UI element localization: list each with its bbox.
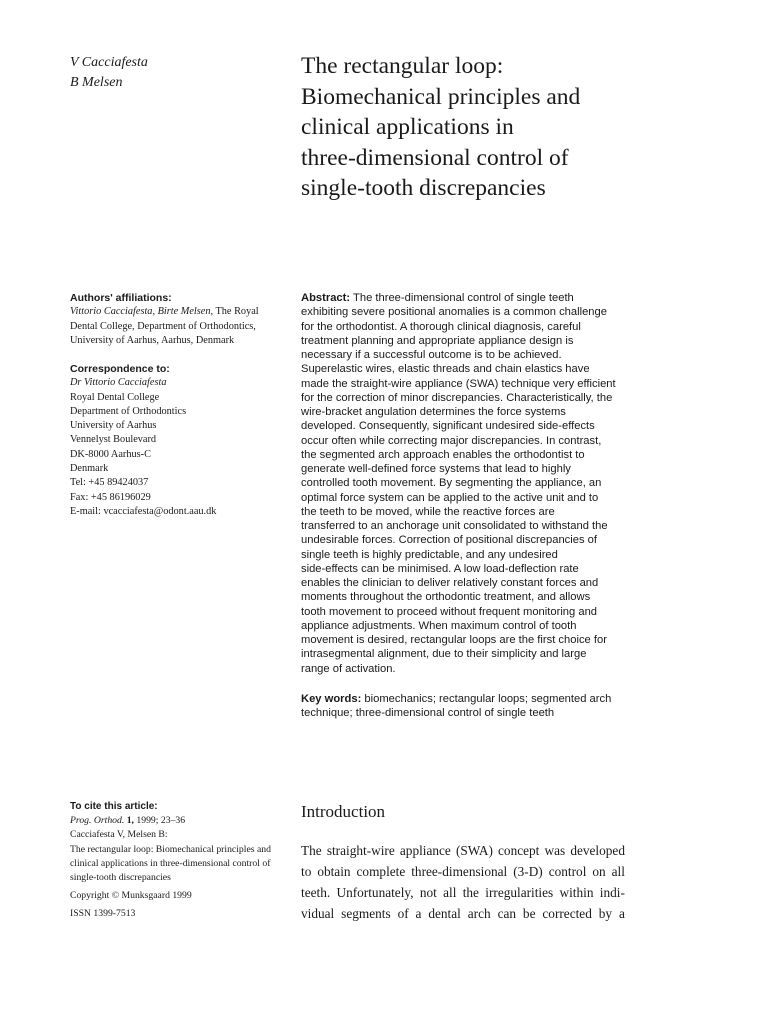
keywords-block xyxy=(301,692,631,721)
correspondence-phone: Tel: +45 89424037 xyxy=(70,477,149,489)
copyright-line: Copyright © Munksgaard 1999 xyxy=(70,890,192,902)
body-word: vidual xyxy=(301,906,335,921)
abstract-line: Superelastic wires, elastic threads and chain elastics have xyxy=(301,363,590,376)
abstract-line: developed. Consequently, significant undesired side-effects xyxy=(301,420,595,433)
correspondence-heading: Correspondence to: xyxy=(70,363,170,375)
abstract-line: made the straight-wire appliance (SWA) technique very efficient xyxy=(301,377,616,390)
body-word: a xyxy=(618,906,625,921)
body-word: not xyxy=(419,885,437,900)
citation-volume: 1, xyxy=(126,815,134,827)
body-word: a xyxy=(415,906,422,921)
citation-journal: Prog. Orthod. xyxy=(70,815,125,827)
body-word: all xyxy=(443,885,457,900)
abstract-line: appliance adjustments. When maximum control of tooth xyxy=(301,619,577,632)
abstract-line: range of activation. xyxy=(301,662,396,675)
body-word: all xyxy=(611,864,625,879)
abstract-line xyxy=(301,291,626,305)
body-word: irregularities xyxy=(485,885,554,900)
citation-pages: 1999; 23–36 xyxy=(136,815,186,827)
abstract-line: the teeth to be moved, while the reactive forces are xyxy=(301,505,555,518)
affiliations-block xyxy=(70,291,290,348)
citation-journal-line xyxy=(70,814,290,828)
body-word: concept xyxy=(498,843,540,858)
body-word: arch xyxy=(467,906,491,921)
abstract-line: movement is desired, rectangular loops are the first choice for xyxy=(301,634,607,646)
body-word: appliance xyxy=(399,843,451,858)
author-name: B Melsen xyxy=(70,75,123,90)
author-name: V Cacciafesta xyxy=(70,55,148,70)
abstract-line: the segmented arch approach enables the orthodontist to xyxy=(301,448,585,461)
affiliation-names: Vittorio Cacciafesta, Birte Melsen, xyxy=(70,306,214,318)
affiliation-text: The Royal xyxy=(215,306,259,318)
body-word: (SWA) xyxy=(455,843,493,858)
citation-line: clinical applications in three-dimensional control of xyxy=(70,857,271,869)
abstract-line: wire-bracket angulation determines the force systems xyxy=(301,406,566,418)
author-list xyxy=(70,53,148,93)
correspondence-line: Denmark xyxy=(70,463,109,475)
body-word: segments xyxy=(341,906,391,921)
title-line: clinical applications in xyxy=(301,114,514,140)
abstract-line: enables the clinician to deliver relatively constant forces and xyxy=(301,577,599,589)
body-word: to xyxy=(301,864,312,879)
body-word: complete xyxy=(356,864,406,879)
body-word: can xyxy=(497,906,517,921)
introduction-heading: Introduction xyxy=(301,802,386,821)
affiliations-heading: Authors' affiliations: xyxy=(70,292,172,304)
abstract-line: controlled tooth movement. By segmenting the appliance, an xyxy=(301,477,602,490)
correspondence-block xyxy=(70,362,290,519)
body-word: was xyxy=(544,843,566,858)
citation-line: Cacciafesta V, Melsen B: xyxy=(70,829,168,841)
abstract-line: transferred to an anchorage unit consolidated to withstand the xyxy=(301,520,608,532)
body-word: by xyxy=(598,906,613,921)
body-word: straight-wire xyxy=(326,843,395,858)
title-line: single-tooth discrepancies xyxy=(301,175,546,201)
body-line xyxy=(301,903,625,924)
body-word: control xyxy=(548,864,587,879)
abstract-label: Abstract: xyxy=(301,292,351,304)
introduction-body xyxy=(301,840,625,924)
affiliation-line xyxy=(70,305,290,319)
body-word: on xyxy=(592,864,606,879)
abstract-block xyxy=(301,291,626,676)
keywords-label: Key words: xyxy=(301,693,362,705)
abstract-line: side-effects can be minimised. A low load-deflection rate xyxy=(301,562,579,575)
article-title xyxy=(301,51,741,204)
body-word: of xyxy=(397,906,409,921)
affiliation-line: University of Aarhus, Aarhus, Denmark xyxy=(70,334,235,346)
abstract-line: moments throughout the orthodontic treatment, and allows xyxy=(301,591,591,604)
body-word: three-dimensional xyxy=(411,864,508,879)
abstract-line: treatment planning and appropriate appliance design is xyxy=(301,334,574,347)
abstract-text: The three-dimensional control of single teeth xyxy=(353,292,574,304)
citation-heading: To cite this article: xyxy=(70,801,158,812)
body-word: corrected xyxy=(542,906,592,921)
body-word: indi- xyxy=(599,885,625,900)
correspondence-line: Royal Dental College xyxy=(70,391,160,403)
abstract-line: generate well-defined force systems that lead to highly xyxy=(301,463,571,475)
body-word: Unfortunately, xyxy=(336,885,414,900)
title-line: three-dimensional control of xyxy=(301,144,569,171)
citation-block xyxy=(70,800,290,922)
issn-line: ISSN 1399-7513 xyxy=(70,908,136,920)
correspondence-line: Vennelyst Boulevard xyxy=(70,434,157,446)
abstract-line: undesirable forces. Correction of positional discrepancies of xyxy=(301,534,598,547)
keywords-text: biomechanics; rectangular loops; segmented arch xyxy=(364,693,612,705)
correspondence-name: Dr Vittorio Cacciafesta xyxy=(70,377,167,389)
body-word: within xyxy=(559,885,594,900)
correspondence-line: Department of Orthodontics xyxy=(70,405,187,417)
correspondence-email: E-mail: vcacciafesta@odont.aau.dk xyxy=(70,505,217,517)
body-line xyxy=(301,882,625,903)
affiliation-line: Dental College, Department of Orthodontics, xyxy=(70,320,256,332)
body-word: dental xyxy=(428,906,461,921)
citation-line: The rectangular loop: Biomechanical principles and xyxy=(70,843,271,855)
title-line: Biomechanical principles and xyxy=(301,83,581,110)
abstract-line: occur often while correcting major discrepancies. In contrast, xyxy=(301,434,602,447)
body-word: the xyxy=(462,885,479,900)
body-line xyxy=(301,861,625,882)
abstract-line: exhibiting severe positional anomalies is a common challenge xyxy=(301,306,607,319)
body-word: developed xyxy=(570,843,625,858)
body-word: teeth. xyxy=(301,885,331,900)
correspondence-line: University of Aarhus xyxy=(70,420,157,432)
body-word: be xyxy=(522,906,536,921)
abstract-line: tooth movement to proceed without frequent monitoring and xyxy=(301,605,598,618)
keywords-line: technique; three-dimensional control of single teeth xyxy=(301,707,555,720)
body-word: The xyxy=(301,843,322,858)
title-line: The rectangular loop: xyxy=(301,53,504,79)
abstract-line: for the correction of minor discrepancies. Characteristically, the xyxy=(301,391,613,404)
abstract-line: intrasegmental alignment, due to their simplicity and large xyxy=(301,648,587,661)
body-word: obtain xyxy=(317,864,351,879)
keywords-line xyxy=(301,692,631,706)
body-line xyxy=(301,840,625,861)
correspondence-fax: Fax: +45 86196029 xyxy=(70,491,151,503)
abstract-line: necessary if a successful outcome is to be achieved. xyxy=(301,349,562,361)
abstract-line: for the orthodontist. A thorough clinical diagnosis, careful xyxy=(301,320,581,333)
abstract-line: single teeth is highly predictable, and any undesired xyxy=(301,548,558,561)
citation-line: single-tooth discrepancies xyxy=(70,872,171,884)
abstract-line: optimal force system can be applied to the active unit and to xyxy=(301,491,599,504)
body-word: (3-D) xyxy=(513,864,543,879)
correspondence-line: DK-8000 Aarhus-C xyxy=(70,448,151,460)
